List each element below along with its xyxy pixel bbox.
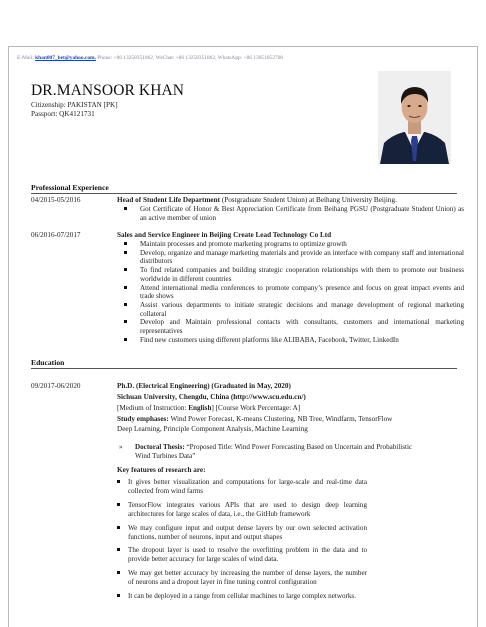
thesis-label: Doctoral Thesis:: [135, 443, 187, 451]
bullet-icon: [124, 303, 127, 306]
email-label: E-Mail:: [17, 55, 36, 61]
education-date: 09/2017-06/2020: [31, 382, 81, 390]
list-item: To find related companies and building strategic cooperation relationships with them to promote our business worldwide in different countries: [124, 266, 464, 283]
bullet-icon: [124, 338, 127, 341]
citizenship: Citizenship: PAKISTAN [PK]: [31, 101, 118, 109]
passport: Passport: QK4121731: [31, 110, 95, 118]
degree-title: Ph.D. (Electrical Engineering) (Graduated in May, 2020): [117, 382, 291, 390]
portrait-image: [378, 71, 451, 164]
bullet-icon: [124, 320, 127, 323]
doctoral-thesis: [119, 443, 419, 461]
university-line: Sichuan University, Chengdu, China (http://www.scu.edu.cn/): [117, 393, 306, 401]
experience-role-1: [117, 196, 397, 204]
features-title: Key features of research are:: [117, 466, 206, 474]
bullet-icon: [117, 526, 120, 529]
section-rule-education: [31, 368, 457, 369]
experience-role-2: [117, 231, 331, 239]
section-rule-experience: [31, 193, 457, 194]
bullet-icon: [124, 242, 127, 245]
experience-role-2-title: Sales and Service Engineer in Beijing Create Lead Technology Co Ltd: [117, 231, 332, 239]
study-emphases-cont: Deep Learning, Principle Component Analysis, Machine Learning: [117, 425, 308, 433]
list-item: Find new customers using different platforms like ALIBABA, Facebook, Twitter, LinkedIn: [124, 336, 464, 345]
experience-2-bullets: [124, 240, 464, 344]
bullet-icon: [124, 207, 127, 210]
bullet-icon: [117, 594, 120, 597]
list-item: The dropout layer is used to resolve the overfitting problem in the data and to provide better accuracy for large scales of wind data.: [117, 546, 367, 564]
list-item: Develop and Maintain professional contacts with consultants, customers and international marketing representatives: [124, 318, 464, 335]
bullet-icon: [117, 548, 120, 551]
list-item: Develop, organize and manage marketing materials and provide an interface with company staff and international distributors: [124, 249, 464, 266]
study-emphases: Study emphases: Wind Power Forecast, K-means Clustering, NB Tree, Windfarm, TensorFlow: [117, 415, 393, 423]
list-item: We may configure input and output dense layers by our own selected activation functions, number of neurons, input and output shapes: [117, 524, 367, 542]
section-title-education: Education: [31, 358, 65, 367]
experience-date-1: 04/2015-05/2016: [31, 196, 81, 204]
section-title-experience: Professional Experience: [31, 183, 109, 192]
experience-date-2: 06/2016-07/2017: [31, 231, 81, 239]
list-item: TensorFlow integrates various APIs that are used to design deep learning architectures for large scales of data, i.e., the GitHub framework: [117, 501, 367, 519]
list-item: It gives better visualization and computations for large-scale and real-time data collected from wind farms: [117, 478, 367, 496]
page-border-right: [477, 46, 478, 627]
features-list: [117, 478, 367, 606]
page-border-left: [8, 46, 9, 627]
list-item: Attend international media conferences to promote company’s presence and focus on great impact events and trade shows: [124, 284, 464, 301]
bullet-icon: [117, 480, 120, 483]
page-border-top: [8, 46, 478, 47]
contact-phones: Phone: +86 13258351862, WeChat: +86 13258351862, WhatsApp: +86 13051052708: [95, 55, 283, 61]
email-link[interactable]: khan007_bet@yahoo.com,: [35, 55, 96, 61]
bullet-icon: [124, 268, 127, 271]
contact-line: [17, 55, 283, 61]
double-chevron-icon: »: [119, 443, 123, 451]
list-item: We may get better accuracy by increasing the number of dense layers, the number of neurons and a dropout layer in fine tuning control configuration: [117, 569, 367, 587]
experience-1-bullets: [124, 205, 464, 222]
list-item: Assist various departments to initiate strategic decisions and manage development of regional marketing collateral: [124, 301, 464, 318]
bullet-icon: [117, 503, 120, 506]
bullet-icon: [117, 571, 120, 574]
experience-role-1-title: Head of Student Life Department: [117, 196, 221, 204]
thesis-text: “Proposed Title: Wind Power Forecasting Based on Uncertain and Probabilistic Wind Turbines Data”: [135, 443, 413, 460]
list-item: It can be deployed in a range from cellular machines to large complex networks.: [117, 592, 367, 601]
medium-line: [Medium of Instruction: English] [Course Work Percentage: A]: [117, 404, 301, 412]
list-item: Maintain processes and promote marketing programs to optimize growth: [124, 240, 464, 249]
experience-role-1-detail: (Postgraduate Student Union) at Beihang University Beijing.: [220, 196, 397, 204]
candidate-name: DR.MANSOOR KHAN: [31, 82, 185, 99]
profile-photo: [378, 71, 451, 164]
bullet-icon: [124, 286, 127, 289]
list-item: Got Certificate of Honor & Best Appreciation Certificate from Beihang PGSU (Postgraduate Student Union) as an active member of union: [124, 205, 464, 222]
bullet-icon: [124, 251, 127, 254]
